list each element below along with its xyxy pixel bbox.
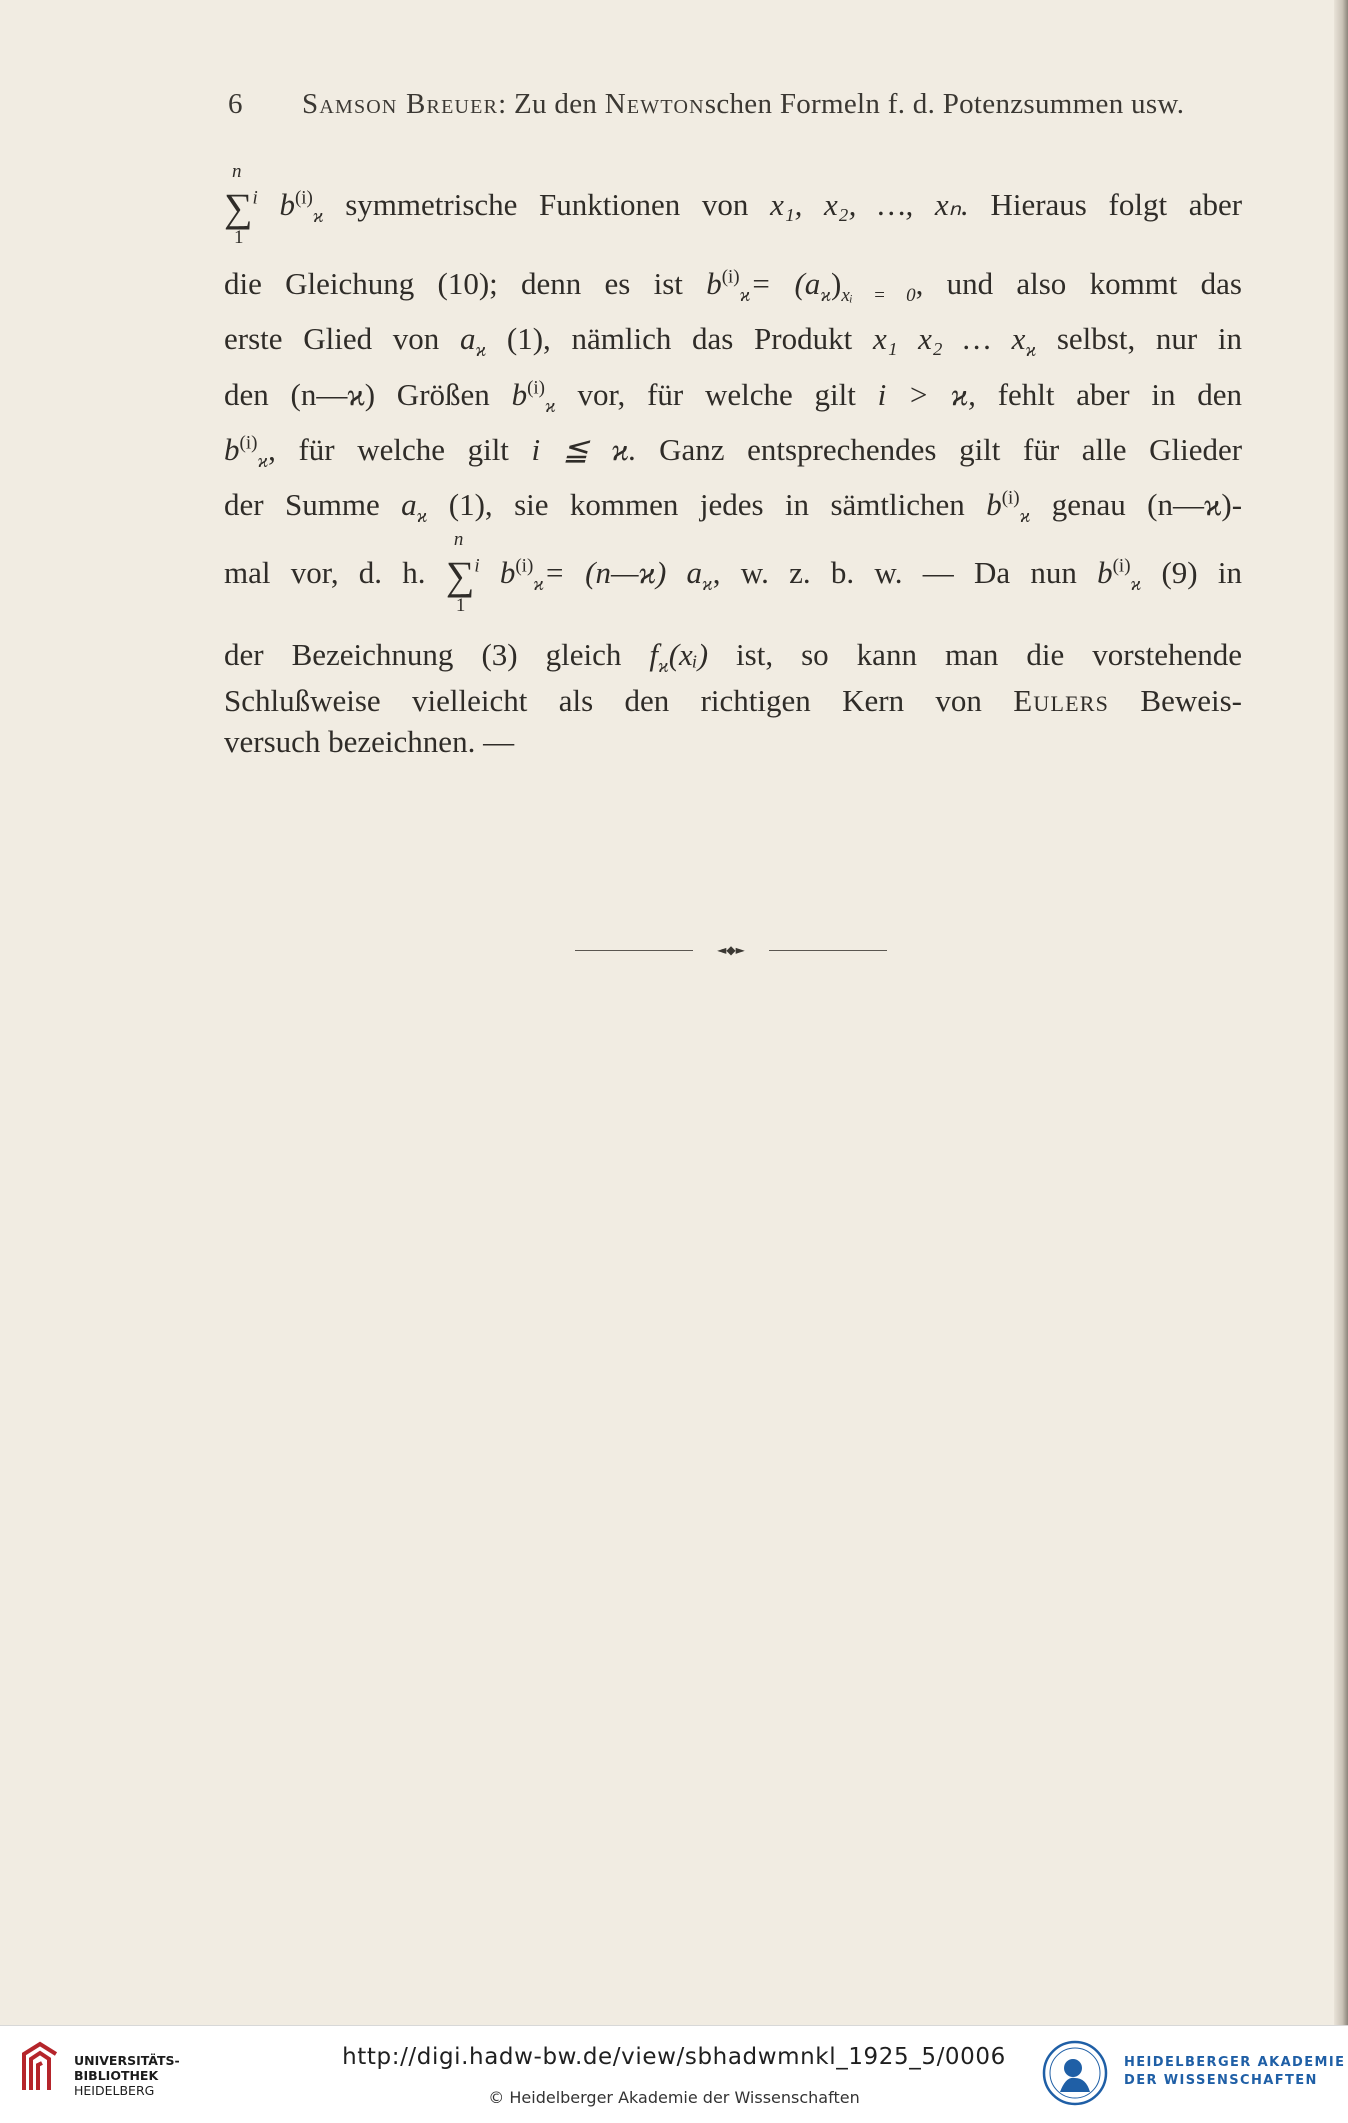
running-header: 6 Samson Breuer: Zu den Newtonschen Formeln f. d. Potenzsummen usw. bbox=[228, 88, 1185, 120]
header-title-rest: schen Formeln f. d. Potenzsummen usw. bbox=[704, 88, 1185, 120]
academy-seal-icon bbox=[1042, 2040, 1108, 2106]
library-name: UNIVERSITÄTS- BIBLIOTHEK HEIDELBERG bbox=[74, 2053, 180, 2098]
academy-name: HEIDELBERGER AKADEMIE DER WISSENSCHAFTEN bbox=[1124, 2055, 1346, 2088]
header-title-prefix: Zu den bbox=[514, 88, 598, 120]
text-line-7: mal vor, d. h. ∑ n 1 $^i$ $b^{(i)}_ϰ=$ (n—ϰ) $a_ϰ$, w. z. b. w. — Da nun $b^{(i)}_ϰ$ (9) in bbox=[224, 529, 1242, 616]
text-line-9: Schlußweise vielleicht als den richtigen Kern von Eulers Beweis- bbox=[224, 683, 1243, 718]
text-line-1: ∑ n 1 $^i$ $b^{(i)}_ϰ$ symmetrische Funktionen von x₁, x₂, …, xₙ. Hieraus folgt aber bbox=[224, 161, 1243, 248]
page-url-link[interactable]: http://digi.hadw-bw.de/view/sbhadwmnkl_1925_5/0006 bbox=[342, 2044, 1006, 2070]
text-line-8: der Bezeichnung (3) gleich $f_ϰ(xᵢ)$ ist, so kann man die vorstehende bbox=[224, 637, 1243, 678]
header-title-name: Newton bbox=[604, 88, 705, 120]
ornament-divider bbox=[575, 943, 887, 957]
sum-symbol: ∑ n 1 bbox=[224, 161, 253, 248]
text-line-6: der Summe $a_ϰ$ (1), sie kommen jedes in sämtlichen $b^{(i)}_ϰ$ genau (n—ϰ)- bbox=[224, 487, 1243, 528]
page-number: 6 bbox=[228, 88, 243, 120]
text-line-2: die Gleichung (10); denn es ist $b^{(i)}_ϰ= (a_ϰ)_{xᵢ = 0}$, und also kommt das bbox=[224, 266, 1242, 307]
viewer-footer bbox=[0, 2025, 1348, 2123]
text-line-4: den (n—ϰ) Größen $b^{(i)}_ϰ$ vor, für welche gilt i > ϰ, fehlt aber in den bbox=[224, 377, 1243, 418]
text-line-5: $b^{(i)}_ϰ$, für welche gilt i ≦ ϰ. Ganz entsprechendes gilt für alle Glieder bbox=[224, 432, 1243, 473]
text-line-10: versuch bezeichnen. — bbox=[224, 724, 515, 759]
copyright-notice: © Heidelberger Akademie der Wissenschaften bbox=[488, 2088, 860, 2107]
header-author: Samson Breuer bbox=[302, 88, 499, 120]
page-spine-shadow bbox=[1334, 0, 1348, 2025]
sum-symbol: ∑ n 1 bbox=[445, 529, 475, 616]
ornament-divider-icon: ◄◆► bbox=[717, 943, 745, 957]
text-line-3: erste Glied von $a_ϰ$ (1), nämlich das Produkt x₁ x₂ … $x_ϰ$ selbst, nur in bbox=[224, 321, 1243, 362]
